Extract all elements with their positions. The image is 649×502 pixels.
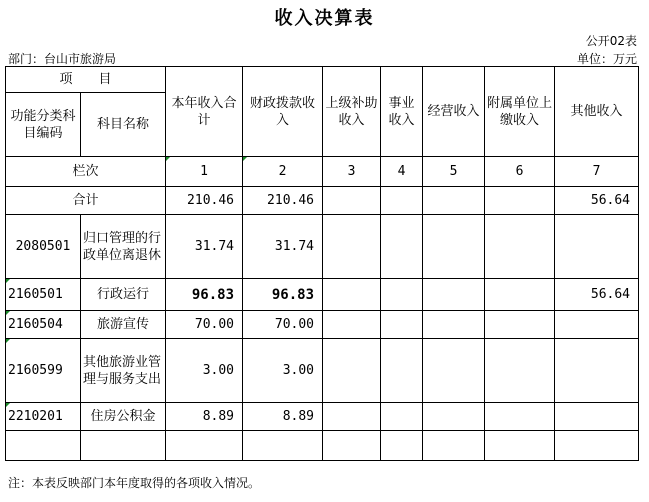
row-code: 2160599 xyxy=(6,339,81,403)
table-row xyxy=(6,311,639,339)
row-total: 96.83 xyxy=(166,279,243,311)
header-superior: 上级补助收入 xyxy=(323,67,381,157)
row-code: 2160501 xyxy=(6,279,81,311)
row-name: 其他旅游业管理与服务支出 xyxy=(81,339,166,403)
unit-label: 单位：万元 xyxy=(576,52,637,66)
column-number-label: 栏次 xyxy=(6,157,166,187)
department-label: 部门：台山市旅游局 xyxy=(8,52,117,66)
row-code: 2160504 xyxy=(6,311,81,339)
column-number-6: 6 xyxy=(485,157,555,187)
total-fiscal: 210.46 xyxy=(243,187,323,215)
row-other xyxy=(555,311,639,339)
table-row xyxy=(6,403,639,431)
total-label: 合计 xyxy=(6,187,166,215)
row-name: 行政运行 xyxy=(81,279,166,311)
header-func-code: 功能分类科目编码 xyxy=(6,93,81,157)
row-fiscal: 8.89 xyxy=(243,403,323,431)
header-career: 事业收入 xyxy=(381,67,423,157)
header-item: 项 目 xyxy=(6,67,166,93)
column-number-7: 7 xyxy=(555,157,639,187)
footnote: 注：本表反映部门本年度取得的各项收入情况。 xyxy=(8,476,261,490)
row-fiscal: 31.74 xyxy=(243,215,323,279)
column-number-2: 2 xyxy=(243,157,323,187)
row-total: 70.00 xyxy=(166,311,243,339)
column-number-4: 4 xyxy=(381,157,423,187)
row-other: 56.64 xyxy=(555,279,639,311)
row-total: 31.74 xyxy=(166,215,243,279)
total-other: 56.64 xyxy=(555,187,639,215)
empty-row xyxy=(6,431,639,461)
table-title: 收入决算表 xyxy=(274,8,375,29)
table-row xyxy=(6,215,639,279)
row-name: 住房公积金 xyxy=(81,403,166,431)
row-name: 旅游宣传 xyxy=(81,311,166,339)
row-total: 8.89 xyxy=(166,403,243,431)
header-operating: 经营收入 xyxy=(423,67,485,157)
row-code: 2210201 xyxy=(6,403,81,431)
row-fiscal: 96.83 xyxy=(243,279,323,311)
table-row xyxy=(6,279,639,311)
header-fiscal: 财政拨款收入 xyxy=(243,67,323,157)
income-table xyxy=(5,66,639,461)
header-subject-name: 科目名称 xyxy=(81,93,166,157)
row-fiscal: 70.00 xyxy=(243,311,323,339)
row-other xyxy=(555,215,639,279)
column-number-1: 1 xyxy=(166,157,243,187)
row-other xyxy=(555,403,639,431)
column-number-5: 5 xyxy=(423,157,485,187)
form-number: 公开02表 xyxy=(585,34,637,48)
header-total: 本年收入合计 xyxy=(166,67,243,157)
total-row xyxy=(6,187,639,215)
header-affiliated: 附属单位上缴收入 xyxy=(485,67,555,157)
table-row xyxy=(6,339,639,403)
row-code: 2080501 xyxy=(6,215,81,279)
row-fiscal: 3.00 xyxy=(243,339,323,403)
row-name: 归口管理的行政单位离退休 xyxy=(81,215,166,279)
column-number-3: 3 xyxy=(323,157,381,187)
header-other: 其他收入 xyxy=(555,67,639,157)
total-income: 210.46 xyxy=(166,187,243,215)
row-total: 3.00 xyxy=(166,339,243,403)
row-other xyxy=(555,339,639,403)
